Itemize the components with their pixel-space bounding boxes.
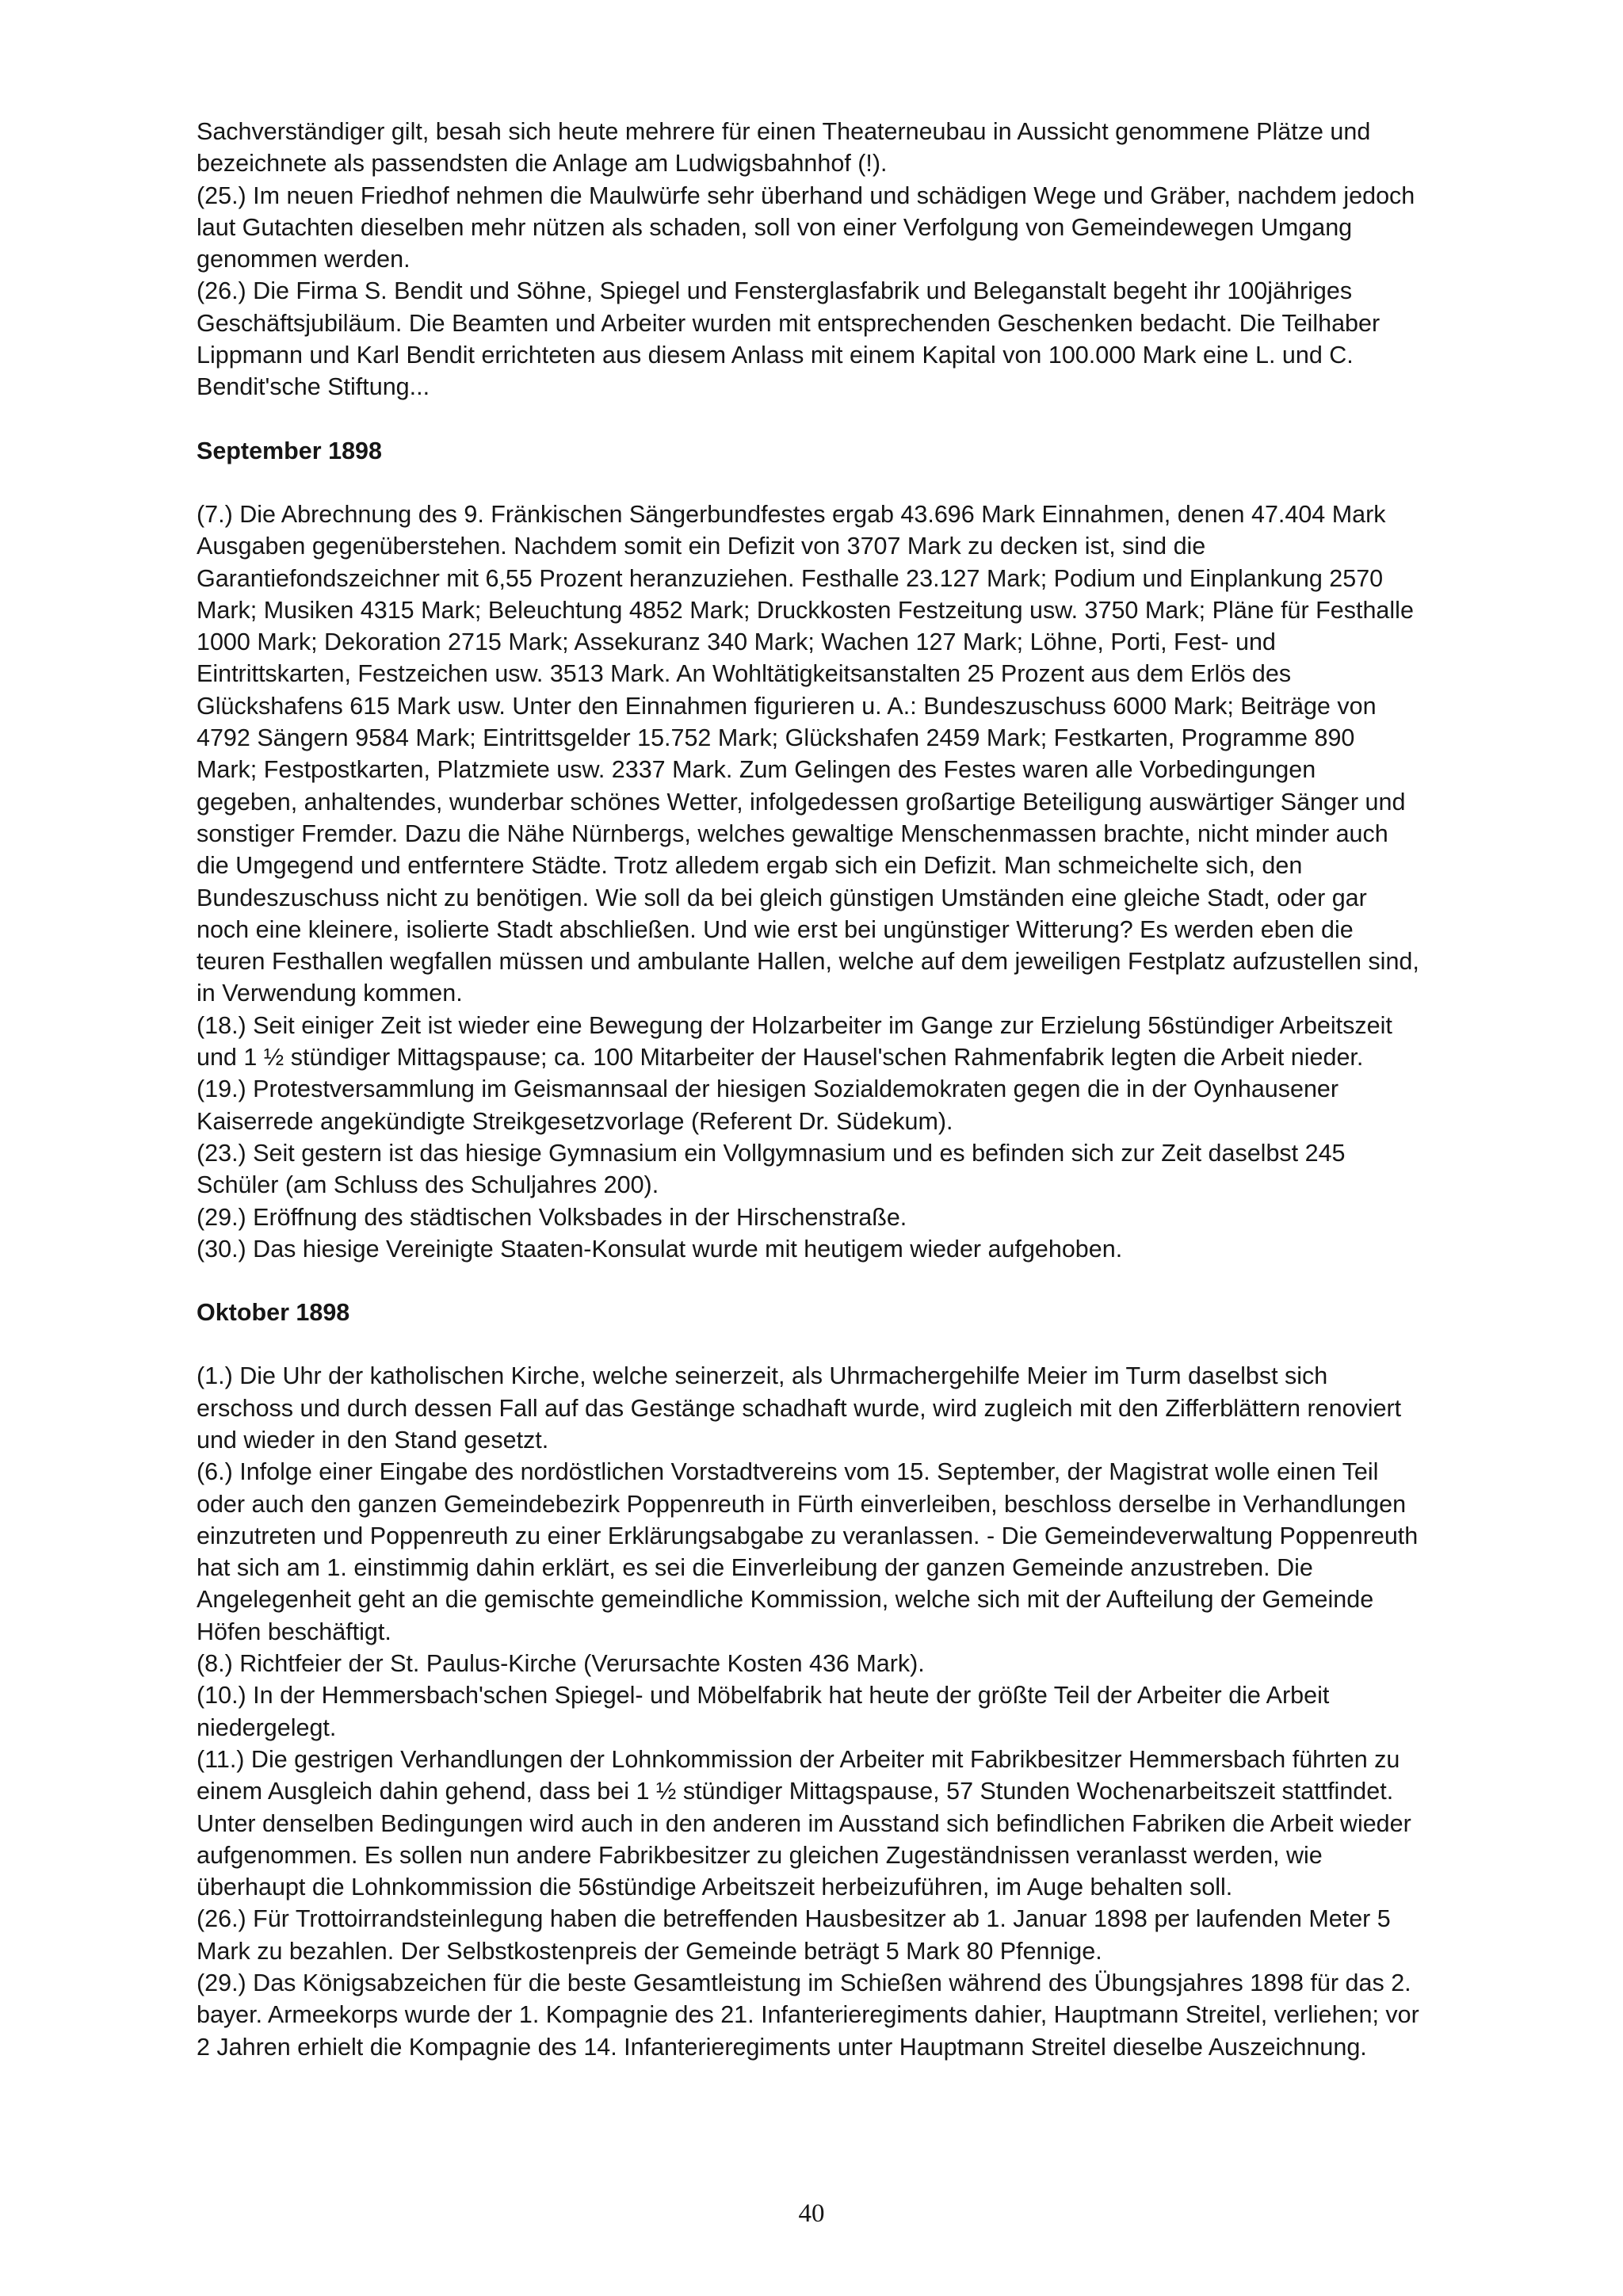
paragraph: (11.) Die gestrigen Verhandlungen der Lohnkommission der Arbeiter mit Fabrikbesitzer Hemmersbach führten zu einem Ausgleich dahin gehend, dass bei 1 ½ stündiger Mittagspause, 57 Stunden Wochenarbeitszeit stattfindet. Unter denselben Bedingungen wird auch in den anderen im Ausstand sich befindlichen Fabriken die Arbeit wieder aufgenommen. Es sollen nun andere Fabrikbesitzer zu gleichen Zugeständnissen veranlasst werden, wie überhaupt die Lohnkommission die 56stündige Arbeitszeit herbeizuführen, im Auge behalten soll. [197,1745,1411,1901]
paragraph: (23.) Seit gestern ist das hiesige Gymnasium ein Vollgymnasium und es befinden sich zur Zeit daselbst 245 Schüler (am Schluss des Schuljahres 200). [197,1139,1346,1199]
september-section [197,499,1421,1265]
oktober-section [197,1360,1421,2063]
paragraph: (1.) Die Uhr der katholischen Kirche, welche seinerzeit, als Uhrmachergehilfe Meier im Turm daselbst sich erschoss und durch dessen Fall auf das Gestänge schadhaft wurde, wird zugleich mit den Zifferblättern renoviert und wieder in den Stand gesetzt. [197,1362,1402,1454]
intro-section [197,116,1421,403]
spacer [197,1265,1421,1297]
section-heading-september: September 1898 [197,437,382,464]
paragraph: (6.) Infolge einer Eingabe des nordöstlichen Vorstadtvereins vom 15. September, der Magistrat wolle einen Teil oder auch den ganzen Gemeindebezirk Poppenreuth in Fürth einverleiben, beschloss derselbe in Verhandlungen einzutreten und Poppenreuth zu einer Erklärungsabgabe zu veranlassen. - Die Gemeindeverwaltung Poppenreuth hat sich am 1. einstimmig dahin erklärt, es sei die Einverleibung der ganzen Gemeinde anzustreben. Die Angelegenheit geht an die gemischte gemeindliche Kommission, welche sich mit der Aufteilung der Gemeinde Höfen beschäftigt. [197,1458,1419,1645]
paragraph: (8.) Richtfeier der St. Paulus-Kirche (Verursachte Kosten 436 Mark). [197,1650,925,1678]
paragraph: (18.) Seit einiger Zeit ist wieder eine Bewegung der Holzarbeiter im Gange zur Erzielung 56stündiger Arbeitszeit und 1 ½ stündiger Mittagspause; ca. 100 Mitarbeiter der Hausel'schen Rahmenfabrik legten die Arbeit nieder. [197,1011,1392,1072]
paragraph: (26.) Für Trottoirrandsteinlegung haben die betreffenden Hausbesitzer ab 1. Januar 1898 per laufenden Meter 5 Mark zu bezahlen. Der Selbstkostenpreis der Gemeinde beträgt 5 Mark 80 Pfennige. [197,1905,1391,1965]
paragraph: (25.) Im neuen Friedhof nehmen die Maulwürfe sehr überhand und schädigen Wege und Gräber, nachdem jedoch laut Gutachten dieselben mehr nützen als schaden, soll von einer Verfolgung von Gemeindewegen Umgang genommen werden. [197,181,1415,273]
spacer [197,467,1421,499]
paragraph: Sachverständiger gilt, besah sich heute mehrere für einen Theaterneubau in Aussicht genommene Plätze und bezeichnete als passendsten die Anlage am Ludwigsbahnhof (!). [197,118,1371,178]
page-number: 40 [798,2199,825,2228]
paragraph: (29.) Das Königsabzeichen für die beste Gesamtleistung im Schießen während des Übungsjahres 1898 für das 2. bayer. Armeekorps wurde der 1. Kompagnie des 21. Infanterieregiments dahier, Hauptmann Streitel, verliehen; vor 2 Jahren erhielt die Kompagnie des 14. Infanterieregiments unter Hauptmann Streitel dieselbe Auszeichnung. [197,1969,1419,2061]
spacer [197,1328,1421,1360]
paragraph: (10.) In der Hemmersbach'schen Spiegel- und Möbelfabrik hat heute der größte Teil der Arbeiter die Arbeit niedergelegt. [197,1682,1330,1741]
paragraph: (19.) Protestversammlung im Geismannsaal der hiesigen Sozialdemokraten gegen die in der Oynhausener Kaiserrede angekündigte Streikgesetzvorlage (Referent Dr. Südekum). [197,1075,1339,1135]
paragraph: (30.) Das hiesige Vereinigte Staaten-Konsulat wurde mit heutigem wieder aufgehoben. [197,1235,1123,1263]
spacer [197,403,1421,435]
section-heading-oktober: Oktober 1898 [197,1299,350,1327]
paragraph: (29.) Eröffnung des städtischen Volksbades in der Hirschenstraße. [197,1203,907,1231]
paragraph: (7.) Die Abrechnung des 9. Fränkischen Sängerbundfestes ergab 43.696 Mark Einnahmen, denen 47.404 Mark Ausgaben gegenüberstehen. Nachdem somit ein Defizit von 3707 Mark zu decken ist, sind die Garantiefondszeichner mit 6,55 Prozent heranzuziehen. Festhalle 23.127 Mark; Podium und Einplankung 2570 Mark; Musiken 4315 Mark; Beleuchtung 4852 Mark; Druckkosten Festzeitung usw. 3750 Mark; Pläne für Festhalle 1000 Mark; Dekoration 2715 Mark; Assekuranz 340 Mark; Wachen 127 Mark; Löhne, Porti, Fest- und Eintrittskarten, Festzeichen usw. 3513 Mark. An Wohltätigkeitsanstalten 25 Prozent aus dem Erlös des Glückshafens 615 Mark usw. Unter den Einnahmen figurieren u. A.: Bundeszuschuss 6000 Mark; Beiträge von 4792 Sängern 9584 Mark; Eintrittsgelder 15.752 Mark; Glückshafen 2459 Mark; Festkarten, Programme 890 Mark; Festpostkarten, Platzmiete usw. 2337 Mark. Zum Gelingen des Festes waren alle Vorbedingungen gegeben, anhaltendes, wunderbar schönes Wetter, infolgedessen großartige Beteiligung auswärtiger Sänger und sonstiger Fremder. Dazu die Nähe Nürnbergs, welches gewaltige Menschenmassen brachte, nicht minder auch die Umgegend und entferntere Städte. Trotz alledem ergab sich ein Defizit. Man schmeichelte sich, den Bundeszuschuss nicht zu benötigen. Wie soll da bei gleich günstigen Umständen eine gleiche Stadt, oder gar noch eine kleinere, isolierte Stadt abschließen. Und wie erst bei ungünstiger Witterung? Es werden eben die teuren Festhallen wegfallen müssen und ambulante Hallen, welche auf dem jeweiligen Festplatz aufzustellen sind, in Verwendung kommen. [197,500,1419,1007]
document-page [197,116,1421,2063]
paragraph: (26.) Die Firma S. Bendit und Söhne, Spiegel und Fensterglasfabrik und Beleganstalt begeht ihr 100jähriges Geschäftsjubiläum. Die Beamten und Arbeiter wurden mit entsprechenden Geschenken bedacht. Die Teilhaber Lippmann und Karl Bendit errichteten aus diesem Anlass mit einem Kapital von 100.000 Mark eine L. und C. Bendit'sche Stiftung... [197,277,1381,401]
